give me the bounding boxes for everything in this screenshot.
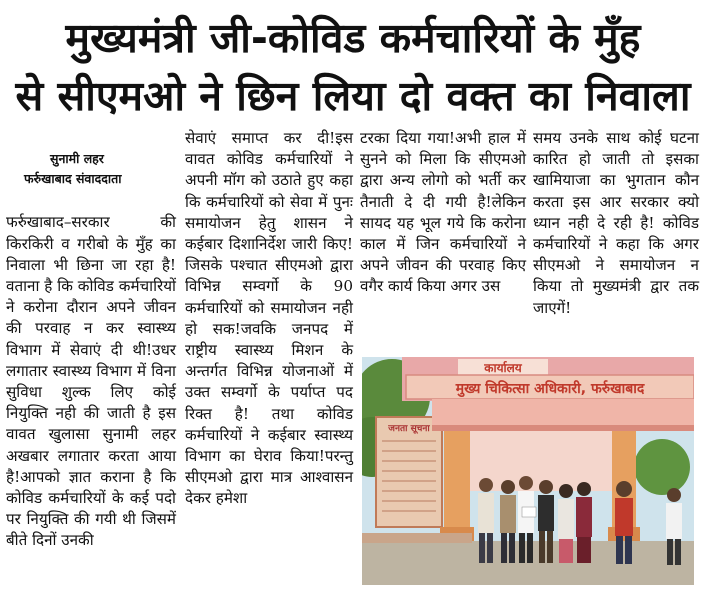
article-column-2: सेवाएं समाप्त कर दी!इस वावत कोविड कर्मचारियों ने अपनी मॉग को उठाते हुए कहा कि कर्मचारियों को सेवा में पुनः समायोजन हेतु शासन ने कईबार दिशानिर्देश जारी किए!जिसके पश्चात सीएमओ द्वारा विभिन्न सम्वर्गो के 90 कर्मचारियों को समायोजन नही हो सक!जवकि जनपद में राष्ट्रीय स्वास्थ्य मिशन के अन्तर्गत विभिन्न योजनाओं में उक्त सम्वर्गो के पर्याप्त पद रिक्त है! तथा कोविड कर्मचारियों ने कईबार स्वास्थ्य विभाग का घेराव किया!परन्तु सीएमओ द्वारा मात्र आश्वासन देकर हमेशा xyxy=(185,129,353,508)
headline-line-1: मुख्यमंत्री जी-कोविड कर्मचारियों के मुँह xyxy=(65,14,641,62)
photo-scene xyxy=(362,357,694,585)
side-sign-text: जनता सूचना xyxy=(388,424,430,434)
sign-top-text: कार्यालय xyxy=(484,361,522,375)
byline xyxy=(6,149,176,189)
headline-line-2: से सीएमओ ने छिन लिया दो वक्त का निवाला xyxy=(15,72,691,120)
article-column-1 xyxy=(6,128,176,573)
byline-role: फर्रुखाबाद संवाददाता xyxy=(24,171,122,187)
headline xyxy=(0,0,706,126)
article-column-3: टरका दिया गया!अभी हाल में सुनने को मिला कि सीएमओ द्वारा अन्य लोगो को भर्ती कर तैनाती दे दी गयी है!लेकिन सायद यह भूल गये कि करोना काल में जिन कर्मचारियों ने अपने जीवन की परवाह किए वगैर कार्य किया अगर उस xyxy=(360,129,526,296)
sign-main-text: मुख्य चिकित्सा अधिकारी, फर्रुखाबाद xyxy=(455,381,645,397)
byline-name: सुनामी लहर xyxy=(50,151,104,167)
column-1-text: फर्रुखाबाद–सरकार की किरकिरी व गरीबो के मुँह का निवाला भी छिना जा रहा है! वताना है कि कोविड कर्मचारियों ने करोना दौरान अपने जीवन की परवाह न कर स्वास्थ्य विभाग में सेवाएं दी थी!उधर लगातार स्वास्थ्य विभाग में विना सुविधा शुल्क लिए कोई नियुक्ति नही की जाती है इस वावत खुलासा सुनामी लहर अखबार लगातार करता आया है!आपको ज्ञात कराना है कि कोविड कर्मचारियों के कई पदो पर नियुक्ति की गयी थी जिसमें बीते दिनों उनकी xyxy=(6,213,176,550)
article-column-4: समय उनके साथ कोई घटना कारित हो जाती तो इसका खामियाजा का भुगतान कौन करता इस आर सरकार क्यो ध्यान नही दे रही है! कोविड कर्मचारियों ने कहा कि अगर सीएमओ ने समायोजन न किया तो मुख्यमंत्री द्वार तक जाएगें! xyxy=(533,129,699,317)
news-photo xyxy=(362,357,694,585)
